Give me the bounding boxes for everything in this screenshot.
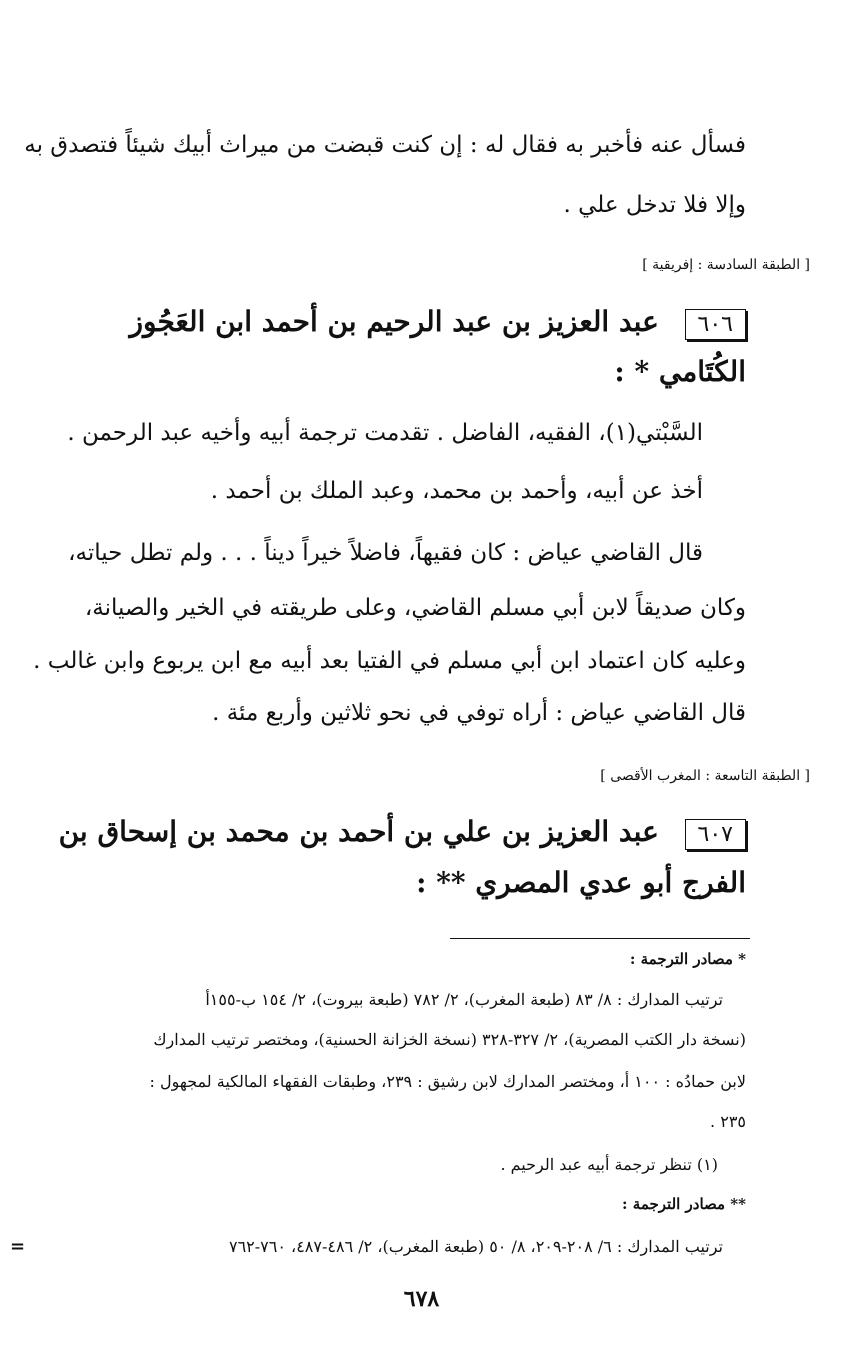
footnote-line: (نسخة دار الكتب المصرية)، ٢/ ٣٢٧-٣٢٨ (نسخة الخزانة الحسنية)، ومختصر ترتيب المدارك <box>153 1030 746 1049</box>
entry-heading-continued: الفرج أبو عدي المصري ** : <box>416 866 746 899</box>
footnote-line: لابن حمادُه : ١٠٠ أ، ومختصر المدارك لابن رشيق : ٢٣٩، وطبقات الفقهاء المالكية لمجهول : <box>149 1072 746 1091</box>
entry-title-text: عبد العزيز بن عبد الرحيم بن أحمد ابن العَجُوز <box>129 305 659 338</box>
footnote-sources-heading: * مصادر الترجمة : <box>629 950 746 968</box>
paragraph-line: أخذ عن أبيه، وأحمد بن محمد، وعبد الملك بن أحمد . <box>210 478 703 504</box>
footnote-line: ترتيب المدارك : ٨/ ٨٣ (طبعة المغرب)، ٢/ ٧٨٢ (طبعة بيروت)، ٢/ ١٥٤ ب-١٥٥أ <box>205 990 723 1009</box>
continuation-mark: = <box>10 1236 26 1257</box>
footnote-line: ترتيب المدارك : ٦/ ٢٠٨-٢٠٩، ٨/ ٥٠ (طبعة المغرب)، ٢/ ٤٨٦-٤٨٧، ٧٦٠-٧٦٢ <box>228 1237 723 1256</box>
footnote-sources-heading: ** مصادر الترجمة : <box>622 1195 746 1213</box>
entry-number-box: ٦٠٧ <box>685 819 746 850</box>
entry-number-box: ٦٠٦ <box>685 309 746 340</box>
footnote-note: (١) تنظر ترجمة أبيه عبد الرحيم . <box>500 1155 718 1174</box>
entry-heading-continued: الكُتَامي * : <box>614 355 746 388</box>
entry-heading <box>129 305 746 340</box>
body-line: فسأل عنه فأخبر به فقال له : إن كنت قبضت من ميراث أبيك شيئاً فتصدق به <box>24 132 746 158</box>
paragraph-line: وكان صديقاً لابن أبي مسلم القاضي، وعلى طريقته في الخير والصيانة، <box>84 595 746 621</box>
section-tag: [ الطبقة السادسة : إفريقية ] <box>642 257 810 273</box>
entry-heading <box>59 815 746 850</box>
entry-title-text: عبد العزيز بن علي بن أحمد بن محمد بن إسحاق بن <box>58 815 659 848</box>
section-tag: [ الطبقة التاسعة : المغرب الأقصى ] <box>600 768 810 784</box>
footnote-line: ٢٣٥ . <box>710 1112 746 1131</box>
paragraph-line: قال القاضي عياض : كان فقيهاً، فاضلاً خيراً ديناً . . . ولم تطل حياته، <box>68 540 703 566</box>
paragraph-line: وعليه كان اعتماد ابن أبي مسلم في الفتيا بعد أبيه مع ابن يربوع وابن غالب . <box>33 648 746 674</box>
footnote-separator <box>450 938 750 939</box>
paragraph-line: السَّبْتي(١)، الفقيه، الفاضل . تقدمت ترجمة أبيه وأخيه عبد الرحمن . <box>67 420 703 446</box>
body-line: وإلا فلا تدخل علي . <box>563 192 746 218</box>
paragraph-line: قال القاضي عياض : أراه توفي في نحو ثلاثين وأربع مئة . <box>212 700 746 726</box>
page-number: ٦٧٨ <box>403 1286 440 1312</box>
